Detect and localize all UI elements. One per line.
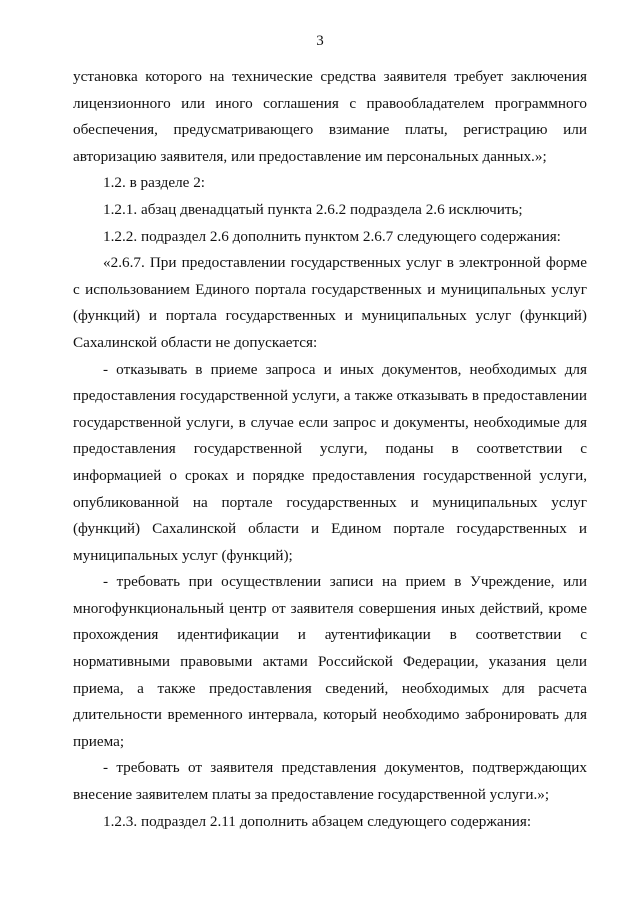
paragraph-item-1-2-1: 1.2.1. абзац двенадцатый пункта 2.6.2 подраздела 2.6 исключить; bbox=[103, 200, 523, 218]
paragraph-bullet-3: - требовать от заявителя представления документов, подтверждающих внесение заявителем платы за предоставление государственной услуги.»; bbox=[73, 759, 587, 804]
paragraph-bullet-2: - требовать при осуществлении записи на прием в Учреждение, или многофункциональный центр от заявителя совершения иных действий, кроме прохождения идентификации и аутентификации в соответствии с нормативными правовыми актами Российской Федерации, указания цели приема, а также предоставления сведений, необходимых для расчета длительности временного интервала, который необходимо забронировать для приема; bbox=[73, 573, 587, 750]
paragraph-item-1-2-2: 1.2.2. подраздел 2.6 дополнить пунктом 2.6.7 следующего содержания: bbox=[103, 227, 561, 245]
paragraph-item-1-2-3: 1.2.3. подраздел 2.11 дополнить абзацем следующего содержания: bbox=[103, 812, 532, 830]
paragraph-section-1-2: 1.2. в разделе 2: bbox=[103, 174, 206, 192]
paragraph-clause-2-6-7: «2.6.7. При предоставлении государственных услуг в электронной форме с использованием Единого портала государственных и муниципальных услуг (функций) и портала государственных и муниципальных услуг (функций) Сахалинской области не допускается: bbox=[73, 254, 587, 351]
document-body bbox=[73, 64, 587, 835]
paragraph-continuation: установка которого на технические средства заявителя требует заключения лицензионного или иного соглашения с правообладателем программного обеспечения, предусматривающего взимание платы, регистрацию или авторизацию заявителя, или предоставление им персональных данных.»; bbox=[73, 68, 587, 165]
page-number: 3 bbox=[316, 33, 324, 49]
paragraph-bullet-1: - отказывать в приеме запроса и иных документов, необходимых для предоставления государственной услуги, а также отказывать в предоставлении государственной услуги, в случае если запрос и документы, необходимые для предоставления государственной услуги, поданы в соответствии с информацией о сроках и порядке предоставления государственной услуги, опубликованной на портале государственных и муниципальных услуг (функций) Сахалинской области и Едином портале государственных и муниципальных услуг (функций); bbox=[73, 360, 587, 564]
